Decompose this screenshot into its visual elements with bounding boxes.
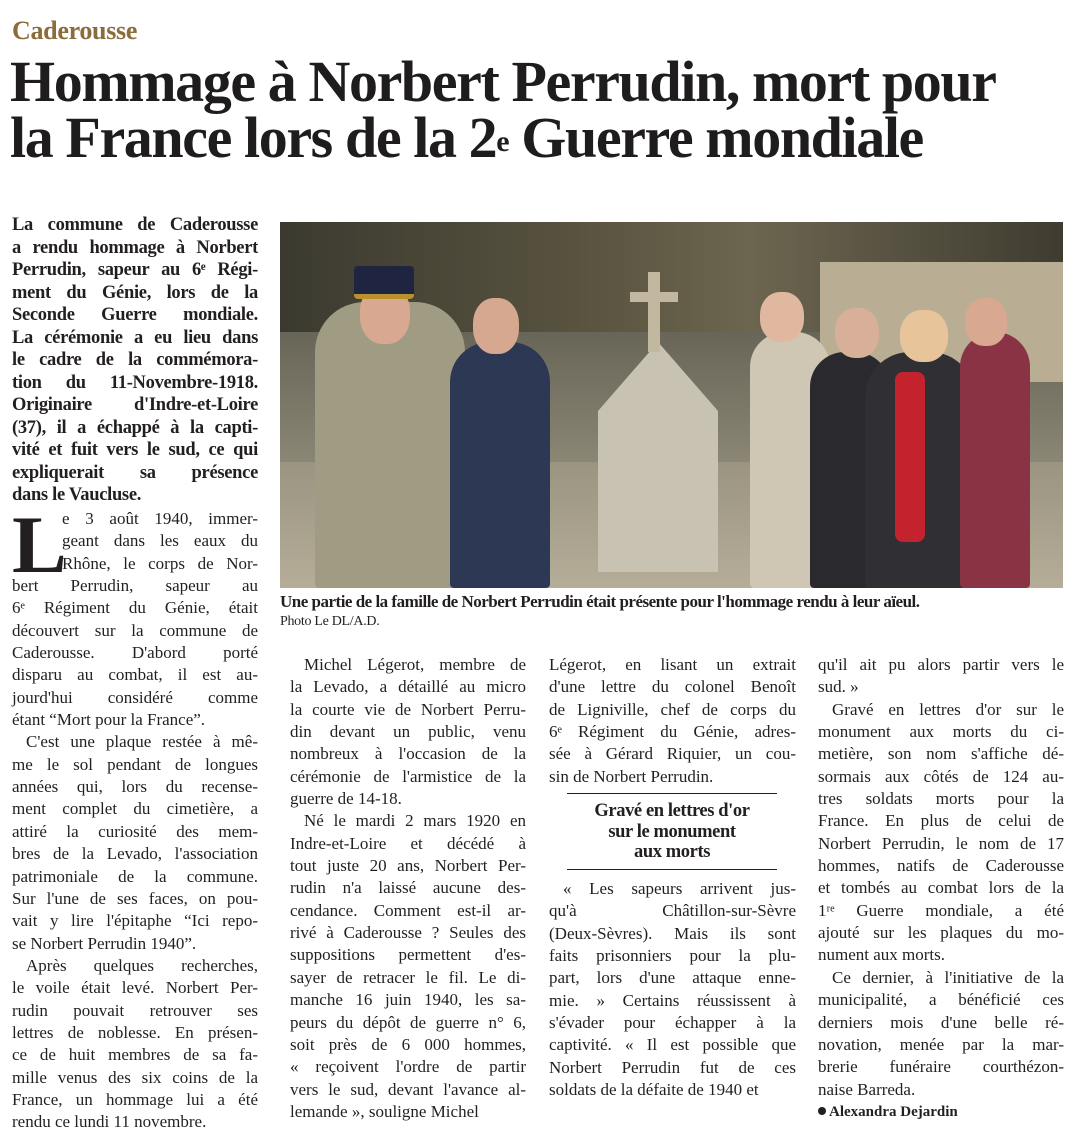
text-line: qu'il ait pu alors partir vers le — [818, 655, 1064, 674]
text-line: « reçoivent l'ordre de partir — [290, 1057, 526, 1077]
article-photo — [280, 222, 1063, 588]
text-line: 6ᵉ Régiment du Génie, était — [12, 598, 258, 618]
cross-bar — [630, 292, 678, 302]
text-line: jourd'hui considéré comme — [12, 687, 258, 707]
subheading-line: sur le monument — [608, 821, 736, 842]
text-line: sayer de retracer le fil. Le di- — [290, 967, 526, 987]
text-line: me le sol pendant de longues — [12, 754, 258, 774]
text-line: vers le sud, devant l'avance al- — [290, 1079, 526, 1099]
text-line: la Levado, a détaillé au micro — [290, 677, 526, 697]
text-line: (Deux-Sèvres). Mais ils sont — [549, 923, 796, 943]
text-line: naise Barreda. — [818, 1079, 916, 1099]
text-line: Norbert Perrudin fut de ces — [549, 1057, 796, 1077]
text-line: guerre de 14-18. — [290, 789, 402, 809]
section-rubric: Caderousse — [12, 16, 138, 45]
text-line: faits prisonniers pour la plu- — [549, 946, 796, 966]
text-line: bert Perrudin, sapeur au — [12, 576, 258, 596]
text-line: sormais aux côtés de 124 au- — [818, 766, 1064, 786]
heads-row — [835, 308, 879, 358]
officer-figure — [315, 302, 465, 588]
text-line: vait y lire l'épitaphe “Ici repo- — [12, 911, 258, 931]
text-line: novation, menée par la mar- — [818, 1034, 1064, 1054]
text-line: disparu au combat, il est au- — [12, 665, 258, 685]
text-line: captivité. « Il est possible que — [549, 1035, 796, 1055]
text-line: la courte vie de Norbert Perru- — [290, 699, 526, 719]
body-column-1 — [12, 499, 258, 1134]
text-line: d'une lettre du colonel Benoît — [549, 677, 796, 697]
text-line: ment du Génie, lors de la — [12, 282, 258, 303]
text-line: Ce dernier, à l'initiative de la — [832, 967, 1064, 987]
text-line: Né le mardi 2 mars 1920 en — [304, 811, 526, 831]
heads-row — [965, 298, 1007, 346]
text-line: sud. » — [818, 677, 859, 697]
text-line: e 3 août 1940, immer- — [62, 509, 258, 528]
text-line: municipalité, a bénéficié ces — [818, 990, 1064, 1010]
text-line: 1ʳᵉ Guerre mondiale, a été — [818, 900, 1064, 920]
heads-row — [760, 292, 804, 342]
text-line: années qui, lors du recense- — [12, 777, 258, 797]
text-line: Légerot, en lisant un extrait — [549, 655, 796, 674]
text-line: brerie funéraire courthézon- — [818, 1057, 1064, 1077]
text-line: metière, son nom s'affiche dé- — [818, 744, 1064, 764]
text-line: C'est une plaque restée à mê- — [26, 732, 258, 752]
headline-line-2b: Guerre mondiale — [508, 105, 923, 170]
text-line: de Ligniville, chef de corps du — [549, 699, 796, 719]
lead-paragraph — [12, 214, 258, 507]
officer-kepi — [354, 266, 414, 299]
text-line: Originaire d'Indre-et-Loire — [12, 395, 258, 415]
text-line: s'évader pour échapper à la — [549, 1013, 796, 1033]
author-byline — [818, 1101, 1064, 1123]
body-column-3-bottom — [549, 878, 796, 1101]
text-line: monument aux morts du ci- — [818, 722, 1064, 742]
text-line: Gravé en lettres d'or sur le — [832, 699, 1064, 719]
text-line: Norbert Perrudin, le nom de 17 — [818, 833, 1064, 853]
text-line: attiré la curiosité des mem- — [12, 821, 258, 841]
text-line: étant “Mort pour la France”. — [12, 710, 206, 730]
woman-figure-4 — [960, 332, 1030, 588]
text-line: Rhône, le corps de Nor- — [62, 553, 258, 573]
subheading — [567, 793, 777, 870]
text-line: Indre-et-Loire et décédé à — [290, 833, 526, 853]
text-line: mie. » Certains réussissent à — [549, 990, 796, 1010]
text-line: lettres de noblesse. En présen- — [12, 1022, 258, 1042]
text-line: derniers mois d'une belle ré- — [818, 1012, 1064, 1032]
text-line: France, un hommage lui a été — [12, 1089, 258, 1109]
text-line: Caderousse. D'abord porté — [12, 643, 258, 663]
text-line: Après quelques recherches, — [26, 955, 258, 975]
text-line: vité et fuit vers le sud, ce qui — [12, 440, 258, 460]
headline-superscript: e — [496, 125, 509, 158]
text-line: le cadre de la commémora- — [12, 350, 258, 370]
text-line: France. En plus de celui de — [818, 811, 1064, 831]
man-head — [473, 298, 519, 354]
text-line: tout juste 20 ans, Norbert Per- — [290, 856, 526, 876]
body-column-3-top — [549, 654, 796, 788]
headline-line-1: Hommage à Norbert Perrudin, mort pour — [10, 49, 996, 114]
headline-line-2a: la France lors de la 2 — [10, 105, 497, 170]
gravestone — [598, 342, 718, 572]
text-line: soldats de la défaite de 1940 et — [549, 1080, 759, 1100]
heads-row — [900, 310, 948, 362]
text-line: cérémonie de l'armistice de la — [290, 766, 526, 786]
article-headline — [10, 49, 996, 170]
text-line: ajouté sur les plaques du mo- — [818, 923, 1064, 943]
text-line: 6ᵉ Régiment du Génie, adres- — [549, 722, 796, 742]
body-column-4 — [818, 654, 1064, 1123]
text-line: qu'à Châtillon-sur-Sèvre — [549, 901, 796, 921]
text-line: manche 16 juin 1940, les sa- — [290, 990, 526, 1010]
text-line: sin de Norbert Perrudin. — [549, 766, 714, 786]
text-line: bres de la Levado, l'association — [12, 844, 258, 864]
text-line: tion du 11-Novembre-1918. — [12, 372, 258, 393]
red-scarf — [895, 372, 925, 542]
text-line: Sur l'une de ses faces, on pou- — [12, 888, 258, 908]
text-line: ce de huit membres de sa fa- — [12, 1045, 258, 1065]
body-column-2 — [290, 654, 526, 1123]
text-line: sée à Gérard Riquier, un cou- — [549, 744, 796, 764]
text-line: expliquerait sa présence — [12, 462, 258, 483]
text-line: mille venus des six coins de la — [12, 1067, 258, 1087]
subheading-line: aux morts — [633, 842, 711, 862]
text-line: hommes, natifs de Caderousse — [818, 856, 1064, 876]
man-figure — [450, 342, 550, 588]
text-line: La commune de Caderousse — [12, 215, 258, 235]
photo-credit: Photo Le DL/A.D. — [280, 614, 380, 629]
photo-caption: Une partie de la famille de Norbert Perrudin était présente pour l'hommage rendu à leur aïeul. — [280, 592, 920, 611]
text-line: a rendu hommage à Norbert — [12, 237, 258, 258]
text-line: nument aux morts. — [818, 945, 946, 965]
text-line: rivé à Caderousse ? Seules des — [290, 923, 526, 943]
text-line: cendance. Comment est-il ar- — [290, 900, 526, 920]
text-line: Perrudin, sapeur au 6ᵉ Régi- — [12, 260, 258, 280]
text-line: rudin pouvait retrouver ses — [12, 1000, 258, 1020]
text-line: Seconde Guerre mondiale. — [12, 305, 258, 325]
text-line: din devant un public, venu — [290, 722, 526, 742]
text-line: suppositions permettent d'es- — [290, 945, 526, 965]
text-line: dans le Vaucluse. — [12, 485, 142, 505]
text-line: rendu ce lundi 11 novembre. — [12, 1112, 207, 1132]
text-line: nombreux à l'occasion de la — [290, 744, 526, 764]
text-line: rudin n'a laissé aucune des- — [290, 878, 526, 898]
text-line: ment complet du cimetière, a — [12, 799, 258, 819]
text-line: La cérémonie a eu lieu dans — [12, 327, 258, 348]
text-line: part, lors d'une attaque enne- — [549, 968, 796, 988]
text-line: « Les sapeurs arrivent jus- — [563, 879, 796, 898]
subheading-line: Gravé en lettres d'or — [594, 801, 750, 821]
text-line: et tombés au combat lors de la — [818, 878, 1064, 898]
text-line: se Norbert Perrudin 1940”. — [12, 933, 197, 953]
cross — [648, 272, 660, 352]
text-line: patrimoniale de la commune. — [12, 866, 258, 886]
text-line: soit près de 6 000 hommes, — [290, 1034, 526, 1054]
text-line: peurs du dépôt de guerre n° 6, — [290, 1012, 526, 1032]
drop-cap: L — [12, 499, 67, 590]
text-line: geant dans les eaux du — [62, 531, 258, 551]
text-line: tres soldats morts pour la — [818, 789, 1064, 809]
text-line: découvert sur la commune de — [12, 620, 258, 640]
text-line: Michel Légerot, membre de — [304, 655, 526, 674]
text-line: (37), il a échappé à la capti- — [12, 417, 258, 438]
text-line: lemande », souligne Michel — [290, 1101, 479, 1121]
text-line: le voile était levé. Norbert Per- — [12, 978, 258, 998]
author-name: Alexandra Dejardin — [829, 1103, 958, 1120]
